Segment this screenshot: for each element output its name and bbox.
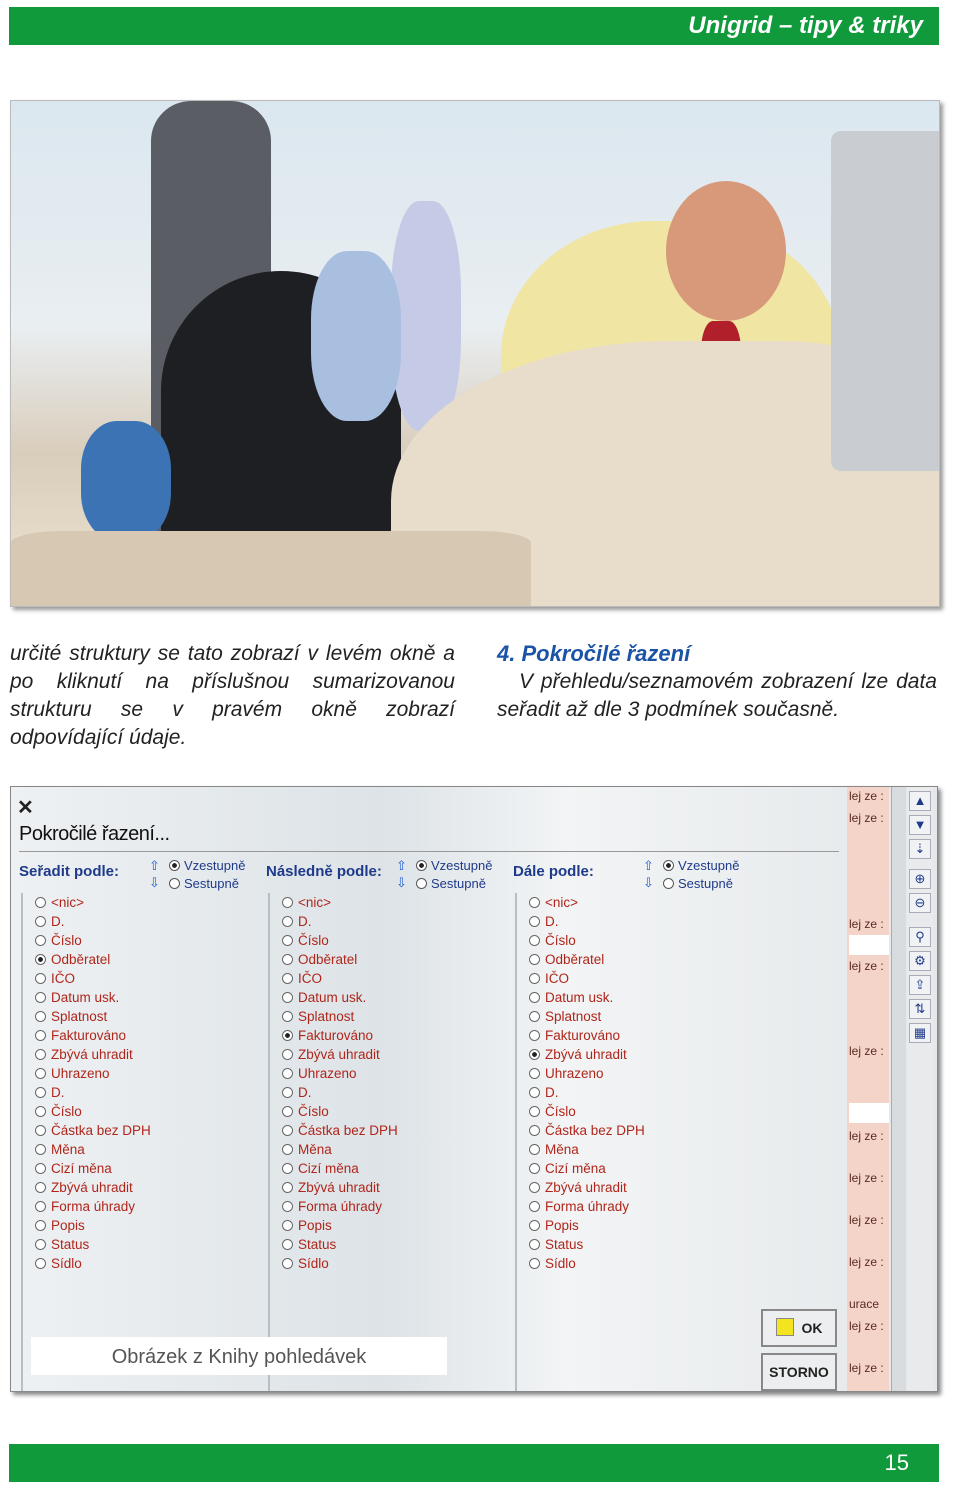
field-option-label: Datum usk. [545,990,614,1005]
background-fragment: lej ze : [849,917,884,931]
field-option[interactable] [23,1235,255,1254]
field-option[interactable] [517,931,749,950]
field-option-label: Splatnost [545,1009,602,1024]
field-option[interactable] [270,969,502,988]
radio-icon [663,878,674,889]
field-option-label: Měna [51,1142,85,1157]
radio-icon [282,1144,293,1155]
field-option[interactable] [517,1140,749,1159]
background-row [849,935,889,955]
radio-icon [529,1068,540,1079]
field-option-label: Měna [298,1142,332,1157]
field-option[interactable] [23,1178,255,1197]
header-title: Unigrid – tipy & triky [688,12,923,39]
sort-column-label: Dále podle: [513,863,594,880]
radio-icon [282,1201,293,1212]
radio-icon [663,860,674,871]
radio-icon [282,1163,293,1174]
radio-icon [282,1068,293,1079]
field-option[interactable] [517,1159,749,1178]
field-option[interactable] [23,912,255,931]
field-option-label: Číslo [298,933,329,948]
field-option[interactable] [517,1235,749,1254]
field-option[interactable] [517,1083,749,1102]
sort-direction-options [169,857,245,893]
radio-icon [529,1049,540,1060]
ok-icon [776,1318,794,1336]
field-option-label: Datum usk. [298,990,367,1005]
sort-direction-arrows-icon: ⇧ ⇩ [396,858,407,890]
radio-icon [282,1011,293,1022]
field-option[interactable] [23,950,255,969]
field-option-label: Uhrazeno [298,1066,357,1081]
field-option[interactable] [517,969,749,988]
descending-radio[interactable] [169,875,245,893]
field-option-label: Splatnost [51,1009,108,1024]
field-option[interactable] [517,950,749,969]
field-option[interactable] [23,1102,255,1121]
field-option[interactable] [270,1235,502,1254]
field-option[interactable] [23,988,255,1007]
field-option[interactable] [23,893,255,912]
radio-icon [282,1220,293,1231]
cancel-label: STORNO [769,1364,829,1380]
radio-icon [35,1220,46,1231]
field-option-label: Měna [545,1142,579,1157]
field-option-label: D. [298,1085,312,1100]
field-option-label: Forma úhrady [545,1199,630,1214]
field-option-label: Částka bez DPH [545,1123,645,1138]
background-fragment: lej ze : [849,811,884,825]
radio-icon [282,1049,293,1060]
radio-icon [282,1106,293,1117]
field-option-label: Odběratel [51,952,111,967]
radio-icon [35,1087,46,1098]
field-option[interactable] [517,1102,749,1121]
field-list [515,893,749,1392]
radio-icon [35,1144,46,1155]
cancel-button[interactable] [761,1353,837,1391]
field-option-label: Status [51,1237,90,1252]
radio-icon [529,1030,540,1041]
field-option[interactable] [270,1254,502,1273]
radio-icon [529,1239,540,1250]
left-paragraph: určité struktury se tato zobrazí v levém okně a po kliknutí na příslušnou sumarizovanou strukturu se v pravém okně zobrazí odpovídající údaje. [10,642,455,749]
radio-icon [35,1049,46,1060]
radio-icon [529,1125,540,1136]
sort-column-label: Následně podle: [266,863,382,880]
field-option-label: Splatnost [298,1009,355,1024]
radio-icon [529,1144,540,1155]
field-option[interactable] [517,912,749,931]
radio-icon [282,916,293,927]
radio-icon [416,878,427,889]
field-option-label: Uhrazeno [51,1066,110,1081]
radio-icon [529,1182,540,1193]
radio-label: Sestupně [678,876,733,891]
radio-icon [282,992,293,1003]
field-option-label: IČO [51,971,76,986]
background-fragment: lej ze : [849,789,884,803]
field-option-label: Zbývá uhradit [51,1047,133,1062]
field-option-label: Cizí měna [545,1161,606,1176]
field-option[interactable] [23,1026,255,1045]
field-option[interactable] [23,1083,255,1102]
field-option[interactable] [270,1083,502,1102]
move-up-icon[interactable]: ▲ [909,791,931,811]
field-option-label: Cizí měna [298,1161,359,1176]
background-fragment: lej ze : [849,1361,884,1375]
field-option-label: Zbývá uhradit [298,1047,380,1062]
section-body: V přehledu/seznamovém zobrazení lze data seřadit až dle 3 podmínek současně. [497,670,937,721]
field-option[interactable] [270,1159,502,1178]
radio-icon [282,1125,293,1136]
field-option[interactable] [23,1121,255,1140]
field-option[interactable] [517,1178,749,1197]
radio-icon [35,954,46,965]
field-option-label: Forma úhrady [298,1199,383,1214]
radio-icon [282,1239,293,1250]
field-option[interactable] [270,1045,502,1064]
field-option[interactable] [517,1064,749,1083]
field-option-label: Zbývá uhradit [298,1180,380,1195]
background-fragment: lej ze : [849,1319,884,1333]
field-option-label: Částka bez DPH [298,1123,398,1138]
field-option[interactable] [517,893,749,912]
radio-icon [529,1087,540,1098]
radio-icon [529,973,540,984]
radio-icon [529,1106,540,1117]
field-option-label: IČO [298,971,323,986]
ascending-radio[interactable] [663,857,739,875]
header-band [9,7,939,45]
field-option[interactable] [23,1045,255,1064]
field-option-label: Zbývá uhradit [51,1180,133,1195]
field-option-label: D. [298,914,312,929]
field-option-label: IČO [545,971,570,986]
radio-icon [35,897,46,908]
zoom-in-icon[interactable]: ⊕ [909,869,931,889]
radio-icon [416,860,427,871]
radio-icon [529,1258,540,1269]
radio-icon [169,860,180,871]
field-option[interactable] [270,1102,502,1121]
field-option-label: Sídlo [545,1256,576,1271]
field-option-label: D. [545,914,559,929]
title-divider [19,851,839,852]
field-option[interactable] [270,988,502,1007]
radio-icon [35,1106,46,1117]
field-option-label: Číslo [298,1104,329,1119]
field-option[interactable] [270,1026,502,1045]
radio-icon [35,1163,46,1174]
radio-icon [282,1087,293,1098]
field-option-label: Sídlo [51,1256,82,1271]
move-down-icon[interactable]: ▼ [909,815,931,835]
office-photo [10,100,940,607]
field-option[interactable] [517,988,749,1007]
field-option-label: <nic> [545,895,579,910]
field-option[interactable] [270,893,502,912]
sort-direction-options [416,857,492,893]
field-option-label: Uhrazeno [545,1066,604,1081]
field-option[interactable] [23,969,255,988]
sort-dialog-screenshot [10,786,938,1392]
dialog-title: Pokročilé řazení... [19,823,170,845]
field-option-label: Datum usk. [51,990,120,1005]
radio-icon [35,1239,46,1250]
radio-label: Vzestupně [184,858,246,873]
footer-band [9,1444,939,1482]
field-option[interactable] [517,1026,749,1045]
radio-icon [282,1258,293,1269]
background-fragment: lej ze : [849,1255,884,1269]
field-option-label: Status [545,1237,584,1252]
field-option-label: <nic> [51,895,85,910]
field-option-label: Sídlo [298,1256,329,1271]
radio-label: Sestupně [184,876,239,891]
field-option-label: Odběratel [545,952,605,967]
field-option[interactable] [517,1121,749,1140]
sort-direction-arrows-icon: ⇧ ⇩ [149,858,160,890]
sort-icon[interactable]: ⇅ [909,999,931,1019]
radio-icon [35,1125,46,1136]
section-heading: 4. Pokročilé řazení [497,641,691,666]
field-option[interactable] [270,1140,502,1159]
field-list [21,893,255,1392]
sort-direction-arrows-icon: ⇧ ⇩ [643,858,654,890]
field-option-label: Číslo [545,1104,576,1119]
background-fragment: lej ze : [849,1044,884,1058]
field-option[interactable] [517,1254,749,1273]
radio-icon [35,1201,46,1212]
field-option[interactable] [270,1064,502,1083]
radio-icon [35,1011,46,1022]
field-option-label: Popis [298,1218,332,1233]
field-option[interactable] [23,1007,255,1026]
field-option-label: Status [298,1237,337,1252]
radio-icon [282,897,293,908]
field-option[interactable] [23,1216,255,1235]
field-option-label: Cizí měna [51,1161,112,1176]
descending-radio[interactable] [663,875,739,893]
radio-icon [529,935,540,946]
background-fragment: lej ze : [849,1213,884,1227]
field-option-label: Popis [545,1218,579,1233]
field-option[interactable] [270,1178,502,1197]
field-option[interactable] [270,1121,502,1140]
field-option-label: Fakturováno [298,1028,374,1043]
radio-icon [282,935,293,946]
figure-caption: Obrázek z Knihy pohledávek [31,1337,447,1375]
field-option[interactable] [23,1254,255,1273]
field-option[interactable] [270,1007,502,1026]
radio-label: Vzestupně [431,858,493,873]
export-icon[interactable]: ⇪ [909,975,931,995]
close-icon[interactable]: ✕ [17,797,34,819]
field-option-label: Fakturováno [51,1028,127,1043]
background-fragment: lej ze : [849,1171,884,1185]
background-fragment: lej ze : [849,959,884,973]
settings-icon[interactable]: ⚙ [909,951,931,971]
ascending-radio[interactable] [416,857,492,875]
sort-direction-options [663,857,739,893]
field-option[interactable] [23,1064,255,1083]
field-option[interactable] [270,950,502,969]
radio-icon [35,916,46,927]
radio-icon [529,1201,540,1212]
ok-label: OK [801,1320,823,1336]
field-option[interactable] [517,1045,749,1064]
print-icon[interactable]: ▦ [909,1023,931,1043]
ascending-radio[interactable] [169,857,245,875]
background-fragment: lej ze : [849,1129,884,1143]
field-option-label: D. [545,1085,559,1100]
radio-icon [529,1220,540,1231]
field-list [268,893,502,1392]
field-option-label: Forma úhrady [51,1199,136,1214]
field-option[interactable] [270,1216,502,1235]
filter-icon[interactable]: ⚲ [909,927,931,947]
radio-icon [169,878,180,889]
field-option[interactable] [270,931,502,950]
field-option[interactable] [23,1159,255,1178]
radio-icon [35,1030,46,1041]
right-column [497,640,937,724]
field-option-label: Popis [51,1218,85,1233]
zoom-out-icon[interactable]: ⊖ [909,893,931,913]
radio-icon [282,954,293,965]
radio-icon [282,973,293,984]
field-option[interactable] [270,912,502,931]
radio-icon [529,1163,540,1174]
field-option-label: Fakturováno [545,1028,621,1043]
field-option-label: Odběratel [298,952,358,967]
field-option-label: D. [51,1085,65,1100]
field-option-label: Částka bez DPH [51,1123,151,1138]
field-option[interactable] [23,931,255,950]
ok-button[interactable] [761,1309,837,1347]
page-number: 15 [884,1450,909,1475]
field-option-label: Číslo [51,933,82,948]
radio-icon [35,1068,46,1079]
radio-icon [529,954,540,965]
radio-icon [35,1258,46,1269]
radio-icon [529,897,540,908]
field-option-label: <nic> [298,895,332,910]
field-option[interactable] [517,1007,749,1026]
radio-icon [282,1182,293,1193]
move-bottom-icon[interactable]: ⇣ [909,839,931,859]
radio-icon [35,1182,46,1193]
radio-icon [35,973,46,984]
field-option-label: Zbývá uhradit [545,1047,627,1062]
descending-radio[interactable] [416,875,492,893]
scrollbar[interactable] [891,787,906,1391]
background-fragment: urace [849,1297,880,1311]
field-option[interactable] [23,1197,255,1216]
radio-icon [282,1030,293,1041]
field-option[interactable] [517,1197,749,1216]
field-option[interactable] [270,1197,502,1216]
field-option-label: Zbývá uhradit [545,1180,627,1195]
field-option[interactable] [23,1140,255,1159]
radio-icon [529,1011,540,1022]
field-option[interactable] [517,1216,749,1235]
field-option-label: Číslo [545,933,576,948]
field-option-label: Číslo [51,1104,82,1119]
background-row [849,1103,889,1123]
radio-label: Vzestupně [678,858,740,873]
radio-icon [529,916,540,927]
radio-icon [35,992,46,1003]
radio-label: Sestupně [431,876,486,891]
radio-icon [529,992,540,1003]
field-option-label: D. [51,914,65,929]
radio-icon [35,935,46,946]
sort-column-label: Seřadit podle: [19,863,120,880]
